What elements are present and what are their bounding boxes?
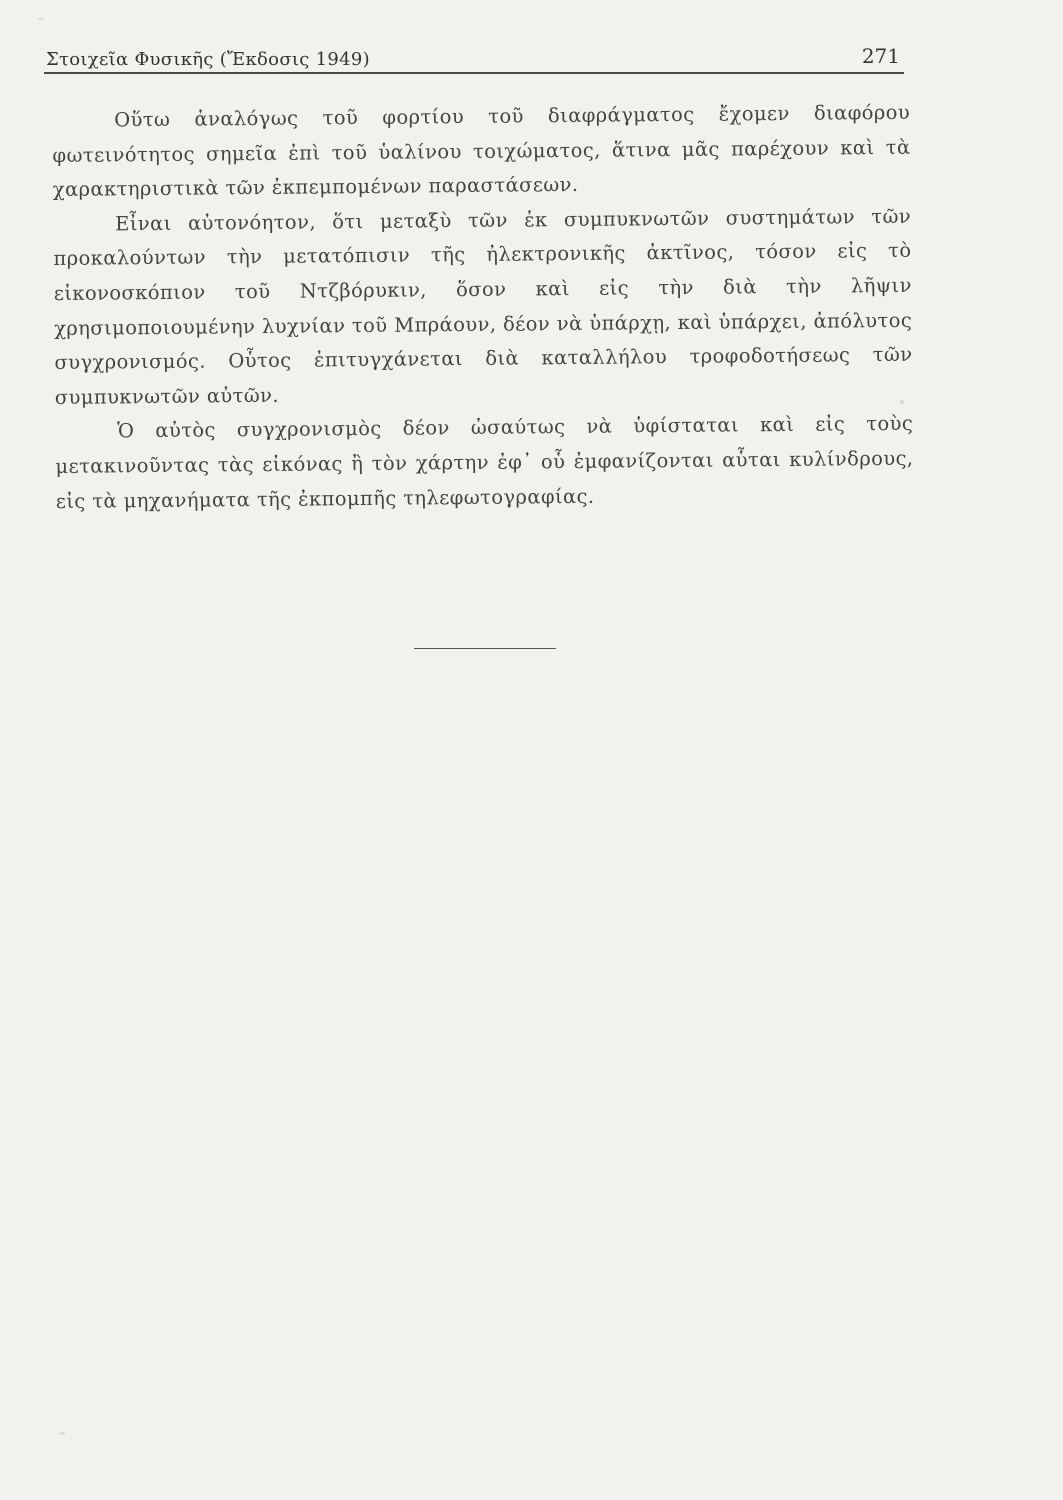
paper-speck bbox=[38, 18, 44, 20]
paragraph: Ὁ αὐτὸς συγχρονισμὸς δέον ὡσαύτως νὰ ὑφίσταται καὶ εἰς τοὺς μετακινοῦντας τὰς εἰκόνας ἢ τὸν χάρτην ἐφ᾽ οὗ ἐμφανίζονται αὗται κυλίνδρους, εἰς τὰ μηχανήματα τῆς ἐκπομπῆς τηλεφωτογραφίας. bbox=[55, 412, 914, 513]
section-divider bbox=[414, 648, 556, 649]
paper-speck bbox=[900, 400, 904, 404]
running-header bbox=[44, 36, 904, 74]
paper-speck bbox=[60, 1432, 65, 1435]
paragraph: Εἶναι αὐτονόητον, ὅτι μεταξὺ τῶν ἐκ συμπυκνωτῶν συστημάτων τῶν προκαλούντων τὴν μετατόπισιν τῆς ἠλεκτρονικῆς ἀκτῖνος, τόσον εἰς τὸ εἰκονοσκόπιον τοῦ Ντζβόρυκιν, ὅσον καὶ εἰς τὴν διὰ τὴν λῆψιν χρησιμοποιουμένην λυχνίαν τοῦ Μπράουν, δέον νὰ ὑπάρχῃ, καὶ ὑπάρχει, ἀπόλυτος συγχρονισμός. Οὗτος ἐπιτυγχάνεται διὰ καταλλήλου τροφοδοτήσεως τῶν συμπυκνωτῶν αὐτῶν. bbox=[53, 204, 913, 409]
paragraph: Οὕτω ἀναλόγως τοῦ φορτίου τοῦ διαφράγματος ἔχομεν διαφόρου φωτεινότητος σημεῖα ἐπὶ τοῦ ὑαλίνου τοιχώματος, ἅτινα μᾶς παρέχουν καὶ τὰ χαρακτηριστικὰ τῶν ἐκπεμπομένων παραστάσεων. bbox=[52, 100, 911, 202]
page-number: 271 bbox=[861, 44, 900, 68]
running-header-title: Στοιχεῖα Φυσικῆς (Ἔκδοσις 1949) bbox=[46, 49, 371, 70]
body-text bbox=[52, 96, 914, 519]
